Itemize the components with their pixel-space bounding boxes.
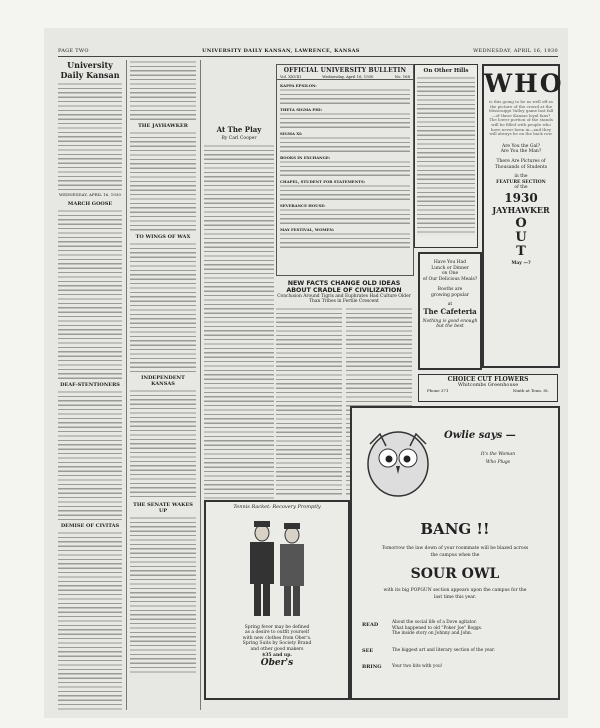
other-hills-title: On Other Hills — [423, 68, 469, 74]
who-question-2: Are You the Man? — [500, 149, 542, 155]
who-pictures: There Are Pictures of Thousands of Students — [494, 158, 548, 170]
editorial-heading-2: DEAF-STENTIONERS — [60, 381, 120, 388]
bulletin-notice-heading: THETA SIGMA PHI: — [280, 107, 323, 112]
obers-ad-line-2: as a desire to outfit yourself — [244, 630, 310, 636]
who-may: May —? — [511, 260, 531, 266]
bulletin-date: Wednesday, April 16, 1930 — [322, 74, 374, 79]
who-out: OUT — [515, 215, 527, 259]
col2-body-1 — [130, 60, 196, 120]
who-in-the: in the — [514, 174, 528, 180]
col2-body-4 — [130, 389, 196, 499]
owl-popgun-2: last time this year. — [433, 595, 477, 600]
flowers-phone: Phone 371 — [427, 388, 449, 394]
play-byline: By Carl Cooper — [221, 136, 257, 141]
flowers-ad — [418, 374, 558, 402]
facts-body-col-1 — [276, 307, 342, 496]
bulletin-notices — [277, 80, 413, 250]
sour-owl-ad — [350, 406, 560, 700]
who-feature: FEATURE SECTION — [496, 179, 546, 185]
bulletin-volume: Vol. XXVIII — [280, 74, 301, 79]
cafeteria-line-4: of Our Delicious Meals? — [422, 276, 478, 282]
read-label: READ — [362, 622, 379, 628]
cafeteria-line-1: Have You Had — [433, 260, 467, 265]
column-at-the-play — [204, 122, 274, 500]
page-header — [58, 48, 558, 54]
cafeteria-at: at — [447, 301, 453, 307]
facts-headline: NEW FACTS CHANGE OLD IDEAS ABOUT CRADLE OF CIVILIZATION — [286, 280, 402, 294]
col2-heading-2: TO WINGS OF WAX — [135, 234, 191, 240]
bulletin-notice-heading: MAY FESTIVAL, WOMEN: — [280, 227, 335, 232]
owlie-woman-1: It's the Woman — [480, 452, 516, 457]
column-divider — [200, 60, 201, 710]
flowers-contact — [419, 388, 557, 393]
other-hills-body — [417, 76, 475, 236]
read-item-3: The inside story on Johnny and John. — [392, 631, 473, 637]
flowers-title: CHOICE CUT FLOWERS — [447, 376, 529, 383]
obers-ad-line-5: and other good makers — [250, 646, 304, 652]
facts-subhead: Conclusion Around Tigris and Euphrates Had Culture Older Than Tribes in Fertile Crescent — [277, 294, 411, 304]
cafeteria-line-3: on One — [441, 271, 459, 277]
column-divider — [126, 60, 127, 710]
column-editorial — [58, 60, 122, 710]
owl-tomorrow-1: Tomorrow the law down of your roommate will be blazed across — [381, 546, 529, 551]
cafeteria-name: The Cafeteria — [423, 307, 477, 317]
editorial-heading-3: DEMISE OF CIVITAS — [60, 522, 120, 529]
masthead: University Daily Kansan — [60, 60, 120, 80]
editorial-heading-1: MARCH GOOSE — [67, 200, 113, 207]
bring-label: BRING — [362, 664, 382, 670]
flowers-address: Ninth at Tenn. St. — [512, 388, 549, 394]
editorial-body-3 — [58, 531, 122, 710]
see-text: The biggest art and literary section of the year. — [392, 648, 496, 653]
obers-ad-title: Tennis Racket: Recovery Promptly — [233, 504, 321, 510]
editorial-body-1 — [58, 209, 122, 379]
jayhawker-ad — [482, 64, 564, 368]
obers-ad-line-4: Spring Suits by Society Brand — [242, 641, 312, 647]
editorial-body-2 — [58, 390, 122, 520]
flowers-name: Whitcombs Greenhouse — [457, 381, 519, 388]
bulletin-number: No. 168 — [394, 74, 410, 79]
col2-heading-3: INDEPENDENT KANSAS — [141, 375, 185, 387]
newspaper-name: UNIVERSITY DAILY KANSAN, LAWRENCE, KANSAS — [202, 48, 360, 54]
see-label: SEE — [362, 648, 374, 654]
who-book: JAYHAWKER — [492, 204, 550, 215]
owl-tomorrow-2: the campus when the — [430, 553, 480, 558]
cafeteria-tagline-1: Nothing is good enough — [422, 318, 478, 324]
bring-text: Your two bits with you! — [392, 664, 443, 669]
bulletin-notice-body — [280, 232, 410, 249]
col2-heading-1: THE JAYHAWKER — [138, 123, 188, 129]
who-title: WHO — [484, 69, 564, 98]
obers-ad-line-3: with new clothes from Ober's. — [242, 635, 312, 641]
cafeteria-ad — [418, 252, 482, 370]
obers-ad-line-1: Spring fever may be defined — [244, 624, 310, 630]
col2-body-3 — [130, 242, 196, 372]
bulletin-notice-body — [280, 112, 410, 129]
owlie-says: Owlie says — — [444, 430, 516, 441]
header-rule — [58, 56, 558, 57]
bulletin-notice-body — [280, 208, 410, 225]
read-item-2: What happened to old "Poker Joe" Boggs. — [392, 625, 483, 631]
obers-logo: Ober's — [260, 658, 294, 669]
bulletin-notice-heading: CHAPEL, STUDENT FOR STATEMENTS: — [280, 179, 366, 184]
bulletin-notice-heading: BOOKS IN EXCHANGE: — [280, 155, 331, 160]
who-of-the: of the — [514, 185, 528, 191]
who-question-1: Are You the Gal? — [501, 143, 541, 149]
bang-headline: BANG !! — [420, 520, 490, 538]
col2-heading-4: THE SENATE WAKES UP — [133, 502, 193, 514]
read-list — [392, 620, 552, 637]
bulletin-notice-heading: KAPPA EPSILON: — [280, 83, 317, 88]
col2-body-2 — [130, 131, 196, 231]
cafeteria-line-6: growing popular — [431, 292, 469, 298]
editorial-dateline: WEDNESDAY, APRIL 16, 1930 — [59, 192, 121, 197]
owlie-woman-2: Who Plugs — [485, 460, 511, 465]
read-item-1: About the social life of a Dove agitator. — [392, 620, 477, 625]
cafeteria-line-5: Booths are — [437, 287, 463, 293]
column-editorial-2 — [130, 60, 196, 710]
official-bulletin — [276, 64, 414, 276]
owl-illustration — [360, 422, 440, 502]
bulletin-notice-heading: SEVERANCE HOUSE: — [280, 203, 326, 208]
cafeteria-tagline-2: but the best — [436, 324, 464, 330]
bulletin-notice-body — [280, 184, 410, 201]
sour-owl-title: SOUR OWL — [410, 566, 500, 582]
other-hills-column — [414, 64, 478, 248]
who-body: is this going to be as well off as the picture of the crowd at the Mississippi Valley game last fall—of these Kansas loyal fans? The lower portion of the stands will be filled with people who have never been in—and they will always be on the back row. — [488, 99, 554, 137]
issue-date: WEDNESDAY, APRIL 16, 1930 — [473, 48, 558, 54]
obers-ad-price: $35 and up. — [262, 652, 292, 658]
page-number: PAGE TWO — [58, 48, 89, 54]
owl-popgun-1: with its big POPGUN section appears upon the campus for the — [383, 588, 527, 593]
obers-ad — [204, 500, 350, 700]
who-year: 1930 — [504, 190, 538, 205]
bulletin-title: OFFICIAL UNIVERSITY BULLETIN — [283, 67, 407, 74]
two-men-illustration — [206, 511, 348, 621]
bulletin-notice-body — [280, 136, 410, 153]
bulletin-notice-heading: SIGMA XI: — [280, 131, 303, 136]
bulletin-notice-body — [280, 160, 410, 177]
bulletin-notice-body — [280, 88, 410, 105]
col2-body-5 — [130, 516, 196, 676]
play-title: At The Play — [216, 125, 262, 134]
cafeteria-line-2: Lunch or Dinner — [431, 265, 469, 271]
staff-listing — [58, 82, 122, 192]
play-review-body — [204, 144, 274, 500]
